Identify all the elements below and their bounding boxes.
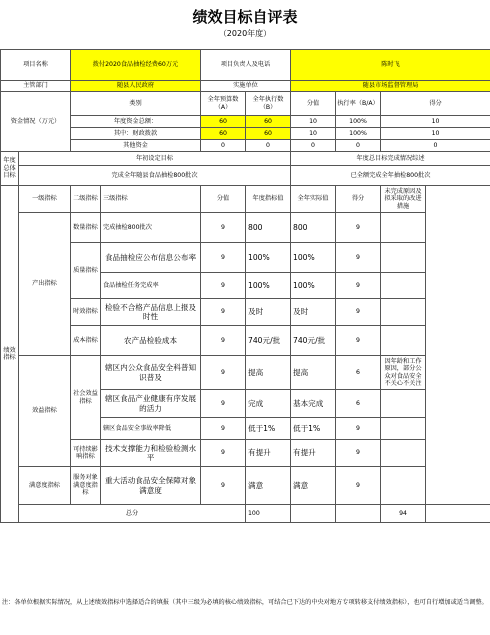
indicator-target: 满意 <box>246 467 291 505</box>
total-label: 总分 <box>19 505 246 523</box>
impl-value: 随县市场监督管理局 <box>291 81 490 92</box>
indicator-score: 9 <box>336 440 381 467</box>
indicator-row <box>1 299 490 326</box>
indicator-score-max: 9 <box>201 356 246 390</box>
goals-header-row <box>1 152 490 166</box>
indicator-score-max: 9 <box>201 418 246 440</box>
indicator-name: 食品抽检应公布信息公布率 <box>101 243 201 273</box>
indicator-reason <box>381 467 426 505</box>
contact-label: 项目负责人及电话 <box>201 50 291 81</box>
funds-score: 10 <box>381 128 490 140</box>
indicator-score: 9 <box>336 213 381 243</box>
header-actual: 全年实际值 <box>291 186 336 213</box>
funds-row <box>1 128 490 140</box>
indicator-target: 及时 <box>246 299 291 326</box>
funds-executed: 60 <box>246 116 291 128</box>
goals-label: 年度总体目标 <box>1 152 19 186</box>
indicator-row <box>1 243 490 273</box>
indicator-reason <box>381 418 426 440</box>
header-reason: 未完成原因及拟采取的改进措施 <box>381 186 426 213</box>
department-row <box>1 81 490 92</box>
indicator-actual: 低于1% <box>291 418 336 440</box>
footnote: 注：各单位根据实际情况，从上述绩效指标中选择适合的填报（其中三级为必填的核心绩效指标，可结合已下达的中央对地方专项转移支付绩效指标），也可自行增加或适当调整。 <box>2 599 488 606</box>
funds-row <box>1 140 490 152</box>
funds-score: 10 <box>381 116 490 128</box>
performance-indicator-label: 绩效指标 <box>1 186 19 523</box>
funds-score-max: 10 <box>291 116 336 128</box>
indicator-score-max: 9 <box>201 273 246 299</box>
indicator-score: 9 <box>336 326 381 356</box>
indicator-reason <box>381 213 426 243</box>
indicator-score-max: 9 <box>201 467 246 505</box>
indicator-reason <box>381 273 426 299</box>
indicator-score: 6 <box>336 356 381 390</box>
indicator-reason <box>381 390 426 418</box>
indicator-score: 9 <box>336 467 381 505</box>
timeliness-indicator-label: 时效指标 <box>71 299 101 326</box>
funds-category: 年度资金总额： <box>71 116 201 128</box>
dept-value: 随县人民政府 <box>71 81 201 92</box>
indicator-actual: 800 <box>291 213 336 243</box>
indicator-actual: 满意 <box>291 467 336 505</box>
project-name-label: 项目名称 <box>1 50 71 81</box>
indicator-actual: 740元/批 <box>291 326 336 356</box>
indicator-score: 9 <box>336 273 381 299</box>
indicator-name: 辖区食品安全事故率降低 <box>101 418 201 440</box>
dept-label: 主管部门 <box>1 81 71 92</box>
goals-target-header: 年初设定目标 <box>19 152 291 166</box>
funds-budget: 60 <box>201 116 246 128</box>
header-score-max: 分值 <box>201 186 246 213</box>
indicator-target: 100% <box>246 273 291 299</box>
indicator-name: 辖区食品产业健康有序发展的活力 <box>101 390 201 418</box>
indicator-actual: 100% <box>291 243 336 273</box>
total-score: 94 <box>381 505 426 523</box>
funds-executed: 60 <box>246 128 291 140</box>
funds-rate: 100% <box>336 116 381 128</box>
indicator-score-max: 9 <box>201 440 246 467</box>
funds-header-rate: 执行率（B/A） <box>336 92 381 116</box>
indicator-score: 9 <box>336 299 381 326</box>
social-indicator-label: 社会效益指标 <box>71 356 101 440</box>
funds-rate: 0 <box>336 140 381 152</box>
funds-category: 其中：财政拨款 <box>71 128 201 140</box>
indicator-target: 740元/批 <box>246 326 291 356</box>
total-max: 100 <box>246 505 291 523</box>
funds-executed: 0 <box>246 140 291 152</box>
indicator-name: 重大活动食品安全保障对象满意度 <box>101 467 201 505</box>
indicator-score: 9 <box>336 418 381 440</box>
indicator-actual: 及时 <box>291 299 336 326</box>
indicator-reason <box>381 440 426 467</box>
indicator-target: 提高 <box>246 356 291 390</box>
funds-header-score-max: 分值 <box>291 92 336 116</box>
indicator-row <box>1 213 490 243</box>
indicator-target: 低于1% <box>246 418 291 440</box>
funds-header-score: 得分 <box>381 92 490 116</box>
indicator-header-row <box>1 186 490 213</box>
indicator-score-max: 9 <box>201 243 246 273</box>
funds-budget: 0 <box>201 140 246 152</box>
indicator-score-max: 9 <box>201 299 246 326</box>
goals-target-text: 完成全年随县食品抽检800批次 <box>19 166 291 186</box>
goals-actual-header: 年度总目标完成情况综述 <box>291 152 490 166</box>
indicator-actual: 有提升 <box>291 440 336 467</box>
total-empty <box>426 505 490 523</box>
indicator-actual: 提高 <box>291 356 336 390</box>
indicator-name: 完成抽检800批次 <box>101 213 201 243</box>
cost-indicator-label: 成本指标 <box>71 326 101 356</box>
indicator-name: 农产品检验成本 <box>101 326 201 356</box>
effect-indicator-label: 效益指标 <box>19 356 71 467</box>
funds-header-executed: 全年执行数（B） <box>246 92 291 116</box>
funds-header-row <box>1 92 490 116</box>
indicator-target: 100% <box>246 243 291 273</box>
funds-row <box>1 116 490 128</box>
project-name-row <box>1 50 490 81</box>
page-title: 绩效目标自评表 <box>192 8 298 26</box>
indicator-score-max: 9 <box>201 326 246 356</box>
funds-header-budget: 全年预算数（A） <box>201 92 246 116</box>
indicator-reason <box>381 326 426 356</box>
quality-indicator-label: 质量指标 <box>71 243 101 299</box>
funds-header-category: 类别 <box>71 92 201 116</box>
funds-score-max: 0 <box>291 140 336 152</box>
indicator-reason: 因年龄和工作原因，部分公众对食品安全不关心不关注 <box>381 356 426 390</box>
indicator-reason <box>381 243 426 273</box>
indicator-score: 9 <box>336 243 381 273</box>
funds-rate: 100% <box>336 128 381 140</box>
project-name-value: 拨付2020食品抽检经费60万元 <box>71 50 201 81</box>
indicator-score: 6 <box>336 390 381 418</box>
evaluation-table <box>0 49 490 523</box>
year-subtitle: （2020年度） <box>218 29 272 38</box>
contact-value: 陈时飞 <box>291 50 490 81</box>
indicator-actual: 基本完成 <box>291 390 336 418</box>
indicator-target: 完成 <box>246 390 291 418</box>
funds-category: 其他资金 <box>71 140 201 152</box>
funds-budget: 60 <box>201 128 246 140</box>
indicator-name: 食品抽检任务完成率 <box>101 273 201 299</box>
header-level2: 二级指标 <box>71 186 101 213</box>
indicator-reason <box>381 299 426 326</box>
indicator-name: 检验不合格产品信息上报及时性 <box>101 299 201 326</box>
goals-row <box>1 166 490 186</box>
indicator-target: 800 <box>246 213 291 243</box>
indicator-name: 辖区内公众食品安全科普知识普及 <box>101 356 201 390</box>
quantity-indicator-label: 数量指标 <box>71 213 101 243</box>
indicator-actual: 100% <box>291 273 336 299</box>
indicator-score-max: 9 <box>201 390 246 418</box>
sustainability-indicator-label: 可持续影响指标 <box>71 440 101 467</box>
indicator-score-max: 9 <box>201 213 246 243</box>
funds-score: 0 <box>381 140 490 152</box>
total-row <box>1 505 490 523</box>
header-level1: 一级指标 <box>19 186 71 213</box>
indicator-row <box>1 440 490 467</box>
indicator-target: 有提升 <box>246 440 291 467</box>
goals-actual-text: 已全额完成全年抽检800批次 <box>291 166 490 186</box>
total-empty <box>291 505 336 523</box>
indicator-name: 技术支撑能力和检验检测水平 <box>101 440 201 467</box>
header-target: 年度指标值 <box>246 186 291 213</box>
funds-score-max: 10 <box>291 128 336 140</box>
indicator-row <box>1 326 490 356</box>
indicator-row <box>1 356 490 390</box>
total-empty <box>336 505 381 523</box>
satisfaction-indicator-label: 满意度指标 <box>19 467 71 505</box>
header-level3: 三级指标 <box>101 186 201 213</box>
output-indicator-label: 产出指标 <box>19 213 71 356</box>
indicator-row <box>1 467 490 505</box>
funds-label: 资金情况（万元） <box>1 92 71 152</box>
header-score: 得分 <box>336 186 381 213</box>
impl-label: 实施单位 <box>201 81 291 92</box>
service-satisfaction-label: 服务对象满意度指标 <box>71 467 101 505</box>
